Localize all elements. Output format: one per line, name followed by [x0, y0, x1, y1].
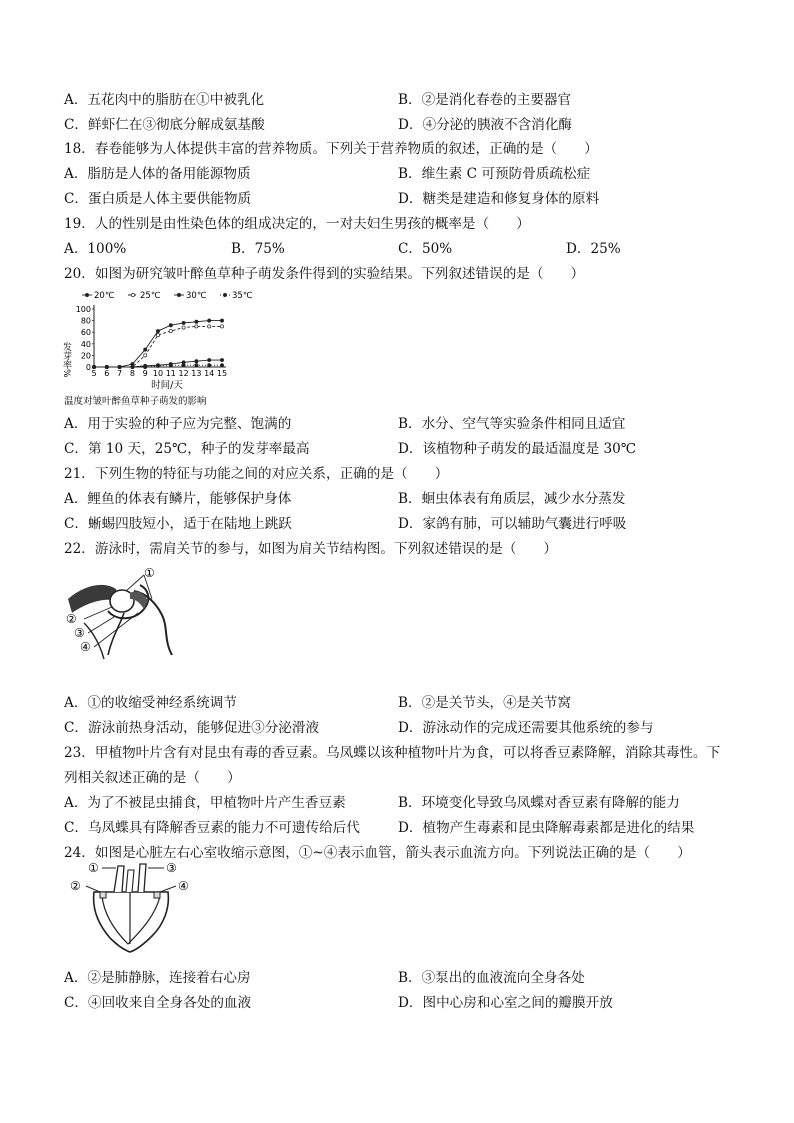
x-tick-label: 6 [104, 369, 110, 378]
heart-label-2: ② [70, 879, 81, 893]
legend-label: 30℃ [186, 291, 207, 301]
x-tick-label: 14 [204, 369, 215, 378]
x-tick-label: 9 [142, 369, 148, 378]
q24-option-c: C．④回收来自全身各处的血液 [64, 995, 252, 1011]
shoulder-joint-figure [64, 563, 189, 663]
series-point [208, 364, 211, 367]
y-tick-label: 100 [75, 305, 91, 314]
series-point [195, 360, 198, 363]
series-point [169, 329, 172, 332]
series-line-2 [94, 321, 222, 367]
vessel-middle-shape [126, 870, 134, 892]
q19-stem: 19．人的性别是由性染色体的组成决定的，一对夫妇生男孩的概率是（ ） [64, 216, 530, 232]
q18-option-a: A．脂肪是人体的备用能源物质 [64, 166, 251, 182]
series-point [131, 365, 134, 368]
q22-option-b: B．②是关节头，④是关节窝 [398, 695, 572, 711]
series-point [118, 365, 121, 368]
series-point [195, 320, 198, 323]
q17-option-a: A．五花肉中的脂肪在①中被乳化 [64, 92, 265, 108]
vessel-3-shape [138, 864, 146, 892]
q23-option-b: B．环境变化导致乌凤蝶对香豆素有降解的能力 [398, 795, 680, 811]
x-tick-label: 10 [152, 369, 164, 378]
shoulder-label-2: ② [66, 612, 77, 626]
series-point [220, 358, 223, 361]
shoulder-label-3: ③ [74, 626, 85, 640]
series-point [156, 364, 159, 367]
shoulder-label-1: ① [144, 566, 155, 580]
series-point [169, 324, 172, 327]
q18-option-c: C．蛋白质是人体主要供能物质 [64, 191, 252, 207]
q22-option-c: C．游泳前热身活动，能够促进③分泌滑液 [64, 720, 320, 736]
y-tick-label: 20 [80, 351, 91, 361]
legend-marker [131, 293, 134, 296]
y-tick-label: 40 [80, 339, 91, 349]
x-tick-label: 5 [91, 369, 97, 378]
q23-stem-line1: 23．甲植物叶片含有对昆虫有毒的香豆素。乌凤蝶以该种植物叶片为食，可以将香豆素降解，消除其毒性。下 [64, 745, 721, 761]
series-point [169, 364, 172, 367]
x-tick-label: 13 [191, 369, 202, 378]
q20-option-a: A．用于实验的种子应为完整、饱满的 [64, 416, 292, 432]
series-point [220, 325, 223, 328]
q20-option-b: B．水分、空气等实验条件相同且适宜 [398, 416, 626, 432]
q19-option-c: C．50% [398, 241, 453, 257]
heart-ventricles-figure [64, 856, 204, 956]
q19-option-d: D．25% [566, 241, 621, 257]
chart-title: 温度对皱叶醉鱼草种子萌发的影响 [64, 396, 207, 407]
series-point [208, 319, 211, 322]
q21-option-a: A．鲤鱼的体表有鳞片，能够保护身体 [64, 491, 292, 507]
q24-option-b: B．③泵出的血液流向全身各处 [398, 970, 585, 986]
q22-option-a: A．①的收缩受神经系统调节 [64, 695, 237, 711]
q20-stem: 20．如图为研究皱叶醉鱼草种子萌发条件得到的实验结果。下列叙述错误的是（ ） [64, 266, 585, 282]
q24-option-a: A．②是肺静脉，连接着右心房 [64, 970, 251, 986]
x-tick-label: 12 [178, 369, 189, 378]
q20-option-d: D．该植物种子萌发的最适温度是 30℃ [398, 441, 637, 457]
heart-label-1: ① [88, 861, 99, 875]
q17-option-b: B．②是消化春卷的主要器官 [398, 92, 572, 108]
y-tick-label: 0 [85, 363, 91, 372]
legend-marker [177, 293, 180, 296]
arrow-2 [86, 886, 100, 892]
x-tick-label: 7 [117, 369, 123, 378]
q21-option-b: B．蛔虫体表有角质层，减少水分蒸发 [398, 491, 626, 507]
q19-option-b: B．75% [231, 241, 285, 257]
y-tick-label: 60 [80, 328, 91, 338]
chart-legend [82, 291, 253, 301]
shoulder-label-4: ④ [80, 640, 91, 654]
germination-line-chart [61, 287, 274, 409]
q23-option-a: A．为了不被昆虫捕食，甲植物叶片产生香豆素 [64, 795, 346, 811]
x-tick-label: 8 [129, 369, 135, 378]
series-point [220, 364, 223, 367]
series-point [182, 321, 185, 324]
series-point [208, 325, 211, 328]
series-point [144, 354, 147, 357]
series-point [144, 365, 147, 368]
series-point [182, 326, 185, 329]
legend-label: 35℃ [232, 291, 253, 301]
q23-option-c: C．乌凤蝶具有降解香豆素的能力不可遗传给后代 [64, 820, 360, 836]
q21-option-c: C．蜥蜴四肢短小，适于在陆地上跳跃 [64, 516, 292, 532]
q24-stem: 24．如图是心脏左右心室收缩示意图，①~④表示血管，箭头表示血流方向。下列说法正确的是（ ） [64, 845, 691, 861]
chart-ylabel: 发芽率% [61, 342, 71, 378]
q20-option-c: C．第 10 天，25℃，种子的发芽率最高 [64, 441, 310, 457]
leader-line-3 [88, 617, 114, 633]
q21-stem: 21．下列生物的特征与功能之间的对应关系，正确的是（ ） [64, 466, 449, 482]
x-tick-label: 11 [165, 369, 176, 378]
heart-outline-shape [94, 892, 169, 952]
legend-marker [85, 293, 88, 296]
y-tick-label: 80 [80, 316, 91, 326]
q18-stem: 18．春卷能够为人体提供丰富的营养物质。下列关于营养物质的叙述，正确的是（ ） [64, 141, 598, 157]
q21-option-d: D．家鸽有肺，可以辅助气囊进行呼吸 [398, 516, 627, 532]
series-point [195, 364, 198, 367]
leader-line-1 [126, 575, 144, 591]
q23-option-d: D．植物产生毒素和昆虫降解毒素都是进化的结果 [398, 820, 695, 836]
series-point [208, 358, 211, 361]
atrium-right-shape [154, 892, 160, 898]
heart-label-4: ④ [178, 879, 189, 893]
leader-line-4 [94, 613, 138, 647]
series-point [144, 348, 147, 351]
leader-line-2 [84, 607, 112, 619]
q24-option-d: D．图中心房和心室之间的瓣膜开放 [398, 995, 613, 1011]
q17-option-d: D．④分泌的胰液不含消化酶 [398, 117, 573, 133]
legend-marker [223, 293, 226, 296]
heart-label-3: ③ [166, 861, 177, 875]
q18-option-d: D．糖类是建造和修复身体的原料 [398, 191, 600, 207]
q18-option-b: B．维生素 C 可预防骨质疏松症 [398, 166, 591, 182]
q19-option-a: A．100% [64, 241, 127, 257]
series-point [156, 329, 159, 332]
q23-stem-line2: 列相关叙述正确的是（ ） [64, 770, 241, 786]
series-point [182, 364, 185, 367]
legend-label: 25℃ [140, 291, 161, 301]
series-point [156, 334, 159, 337]
atrium-left-shape [100, 892, 106, 898]
x-tick-label: 15 [216, 369, 228, 378]
q22-option-d: D．游泳动作的完成还需要其他系统的参与 [398, 720, 654, 736]
series-point [92, 365, 95, 368]
q17-option-c: C．鲜虾仁在③彻底分解成氨基酸 [64, 117, 265, 133]
legend-label: 20℃ [94, 291, 115, 301]
series-point [220, 319, 223, 322]
arrow-4 [160, 886, 176, 892]
series-point [195, 325, 198, 328]
series-point [105, 365, 108, 368]
vessel-1-shape [114, 866, 124, 892]
chart-xlabel: 时间/天 [151, 380, 183, 391]
q22-stem: 22．游泳时，需肩关节的参与，如图为肩关节结构图。下列叙述错误的是（ ） [64, 541, 558, 557]
